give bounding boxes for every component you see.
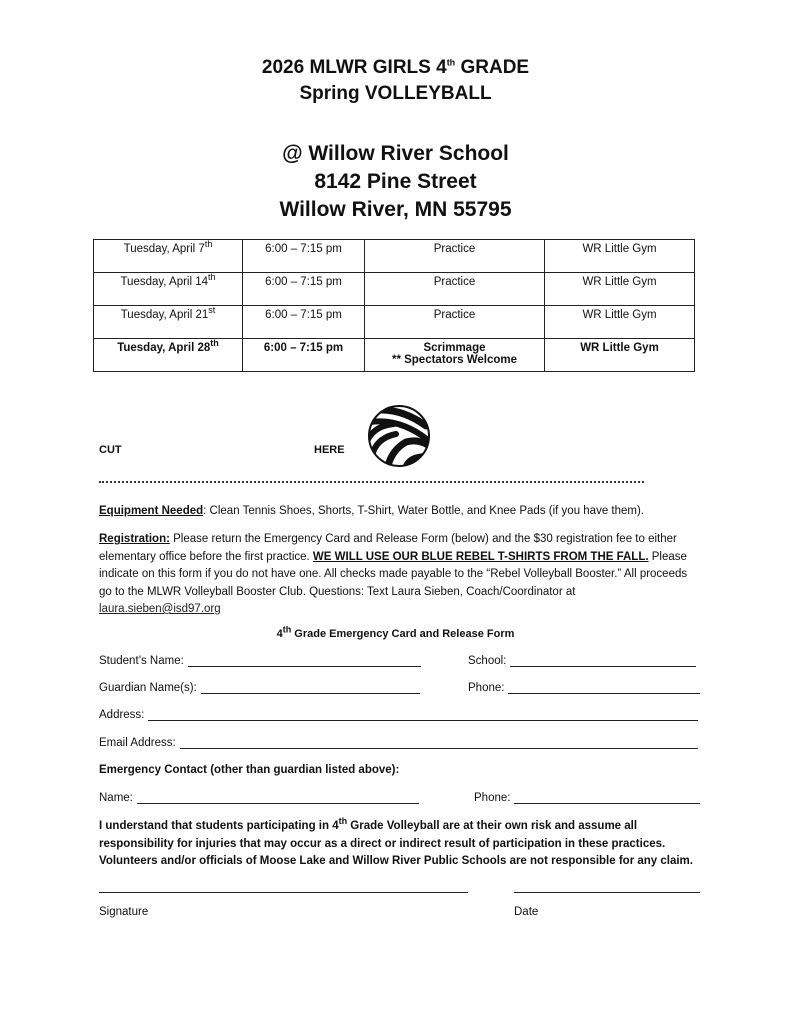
date-line[interactable] <box>514 891 700 893</box>
schedule-day: Tuesday, April 21st <box>94 306 243 339</box>
location-city: Willow River, MN 55795 <box>279 198 512 221</box>
date-label: Date <box>514 906 539 918</box>
signature-line[interactable] <box>99 891 468 893</box>
address-field[interactable]: Address: <box>99 708 698 721</box>
table-row <box>94 240 695 273</box>
schedule-time: 6:00 – 7:15 pm <box>243 339 365 372</box>
schedule-place: WR Little Gym <box>545 240 695 273</box>
guardian-name-field[interactable]: Guardian Name(s): <box>99 681 420 694</box>
table-row <box>94 273 695 306</box>
schedule-time: 6:00 – 7:15 pm <box>243 240 365 273</box>
here-label: HERE <box>314 444 345 456</box>
schedule-table <box>93 239 695 372</box>
emergency-contact-heading: Emergency Contact (other than guardian listed above): <box>99 764 400 776</box>
schedule-time: 6:00 – 7:15 pm <box>243 306 365 339</box>
table-row <box>94 339 695 372</box>
flyer-title: 2026 MLWR GIRLS 4th GRADE Spring VOLLEYBALL <box>0 55 791 107</box>
email-field[interactable]: Email Address: <box>99 736 698 749</box>
equipment-label: Equipment Needed <box>99 505 204 517</box>
coordinator-email-link[interactable]: laura.sieben@isd97.org <box>99 603 221 615</box>
schedule-day: Tuesday, April 14th <box>94 273 243 306</box>
location-block <box>0 140 791 224</box>
registration-label: Registration: <box>99 533 170 545</box>
school-field[interactable]: School: <box>468 654 696 667</box>
schedule-place: WR Little Gym <box>545 306 695 339</box>
location-street: 8142 Pine Street <box>314 170 477 193</box>
schedule-time: 6:00 – 7:15 pm <box>243 273 365 306</box>
phone-field[interactable]: Phone: <box>468 681 700 694</box>
release-disclaimer: I understand that students participating in 4th Grade Volleyball are at their own risk and assume all responsibility for injuries that may occur as a direct or indirect result of participation in these practices. Volunteers and/or officials of Moose Lake and Willow River Public Schools are not responsible for any claim. <box>99 816 693 867</box>
signature-label: Signature <box>99 906 149 918</box>
schedule-event: Practice <box>365 273 545 306</box>
schedule-place: WR Little Gym <box>545 339 695 372</box>
cut-label: CUT <box>99 444 122 456</box>
registration-paragraph: Registration: Please return the Emergency Card and Release Form (below) and the $30 registration fee to either elementary office before the first practice. WE WILL USE OUR BLUE REBEL T-SHIRTS FROM THE FALL. Please indicate on this form if you do not have one. All checks made payable to the “Rebel Volleyball Booster.” All proceeds go to the MLWR Volleyball Booster Club. Questions: Text Laura Sieben, Coach/Coordinator at laura.sieben@isd97.org <box>99 533 688 615</box>
flyer-subtitle: Spring VOLLEYBALL <box>299 83 492 104</box>
schedule-event: Practice <box>365 306 545 339</box>
student-name-field[interactable]: Student’s Name: <box>99 654 421 667</box>
schedule-place: WR Little Gym <box>545 273 695 306</box>
schedule-day: Tuesday, April 28th <box>94 339 243 372</box>
schedule-day: Tuesday, April 7th <box>94 240 243 273</box>
schedule-event: Practice <box>365 240 545 273</box>
emergency-phone-field[interactable]: Phone: <box>474 791 700 804</box>
emergency-name-field[interactable]: Name: <box>99 791 419 804</box>
table-row <box>94 306 695 339</box>
location-name: @ Willow River School <box>282 142 509 165</box>
form-title: 4th Grade Emergency Card and Release Form <box>276 624 515 640</box>
volleyball-icon <box>360 404 438 468</box>
cut-line-divider <box>99 479 644 483</box>
tshirt-notice: WE WILL USE OUR BLUE REBEL T-SHIRTS FROM THE FALL. <box>312 550 649 563</box>
equipment-paragraph: Equipment Needed: Clean Tennis Shoes, Shorts, T-Shirt, Water Bottle, and Knee Pads (if you have them). <box>99 505 645 517</box>
schedule-event: Scrimmage ** Spectators Welcome <box>365 339 545 372</box>
